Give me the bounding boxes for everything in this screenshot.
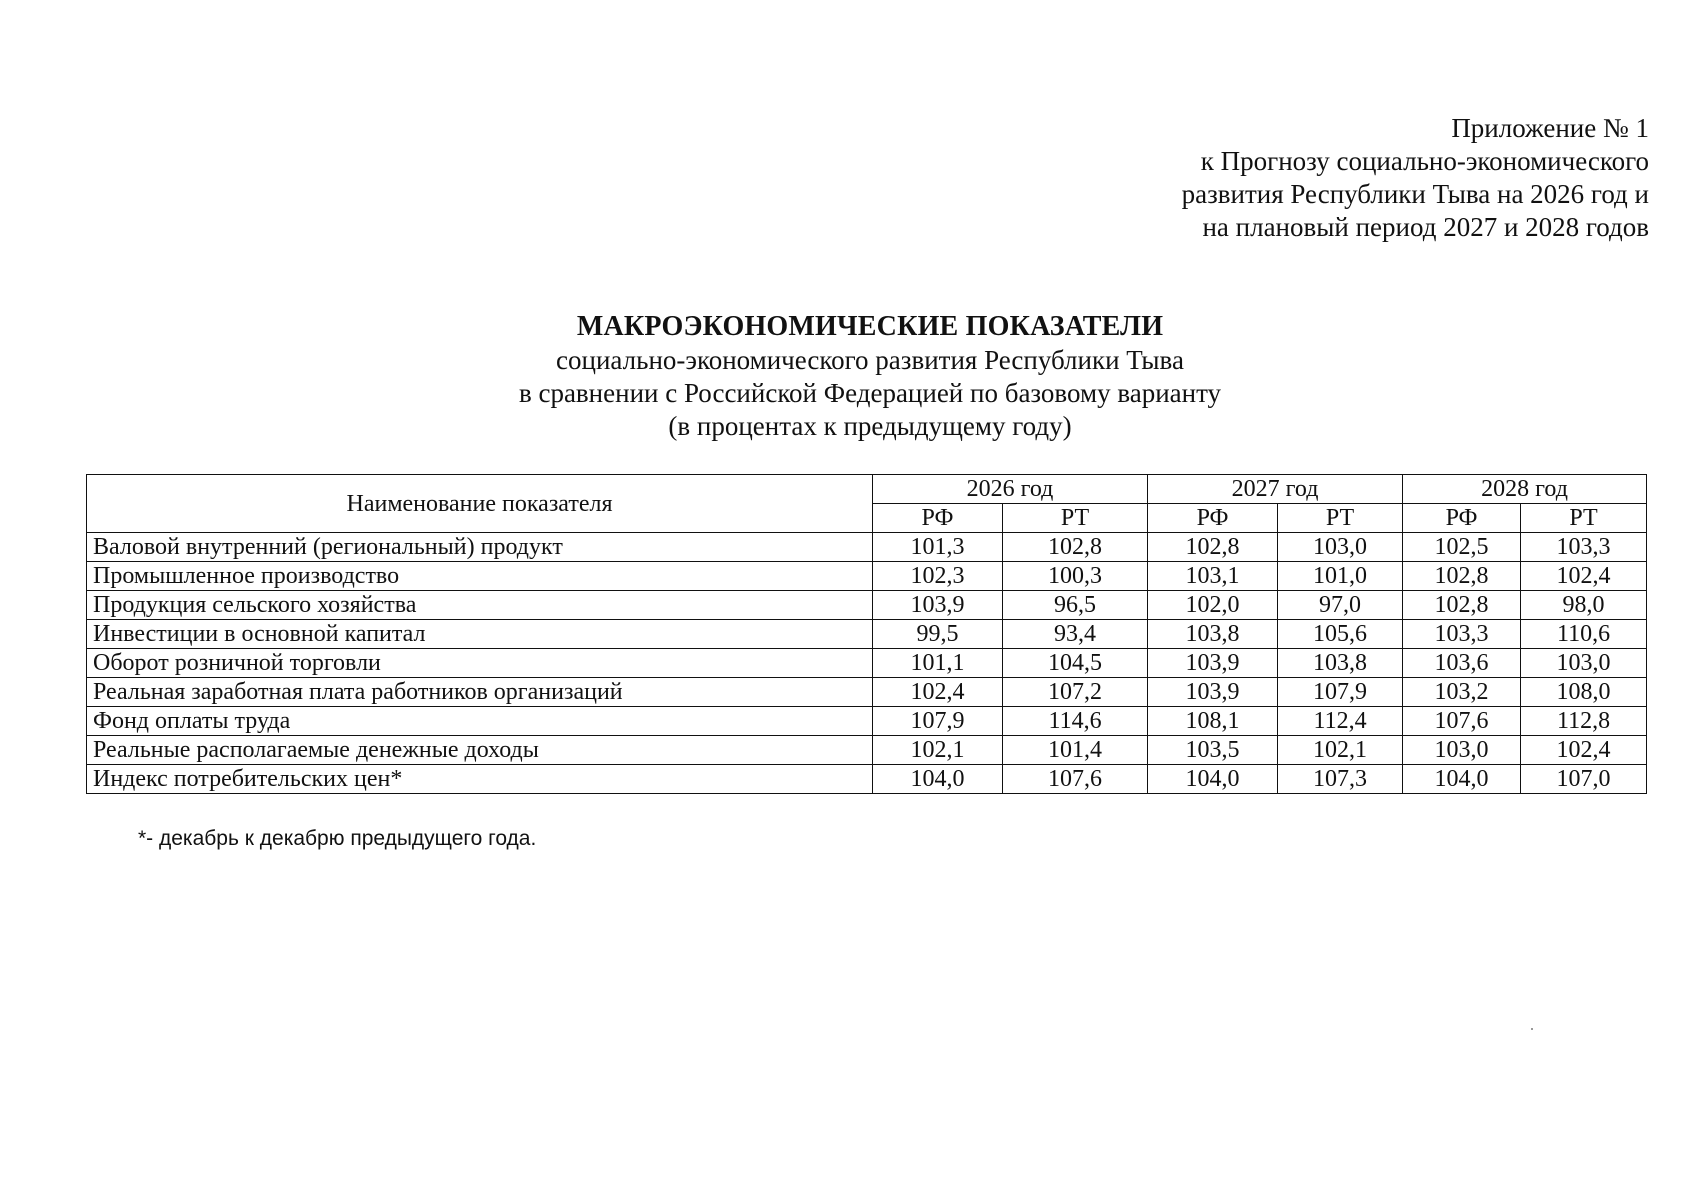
appendix-line: Приложение № 1 <box>1451 113 1649 143</box>
subject-header: РТ <box>1003 504 1148 533</box>
table-row <box>87 533 1647 562</box>
indicator-name: Оборот розничной торговли <box>87 649 873 678</box>
footnote: *- декабрь к декабрю предыдущего года. <box>138 827 537 850</box>
indicator-value: 101,4 <box>1003 736 1148 765</box>
indicator-value: 98,0 <box>1521 591 1647 620</box>
indicator-name: Реальные располагаемые денежные доходы <box>87 736 873 765</box>
indicator-value: 102,4 <box>1521 562 1647 591</box>
indicator-value: 114,6 <box>1003 707 1148 736</box>
year-header: 2027 год <box>1148 475 1403 504</box>
subject-header: РФ <box>1403 504 1521 533</box>
table-row <box>87 678 1647 707</box>
indicators-table <box>86 474 1647 794</box>
indicator-value: 103,0 <box>1403 736 1521 765</box>
subject-header: РФ <box>1148 504 1278 533</box>
indicator-value: 102,4 <box>1521 736 1647 765</box>
table-row <box>87 765 1647 794</box>
table-row <box>87 736 1647 765</box>
indicator-value: 107,9 <box>1278 678 1403 707</box>
indicator-value: 108,0 <box>1521 678 1647 707</box>
indicator-value: 110,6 <box>1521 620 1647 649</box>
indicator-value: 99,5 <box>873 620 1003 649</box>
indicator-value: 107,2 <box>1003 678 1148 707</box>
indicator-value: 103,9 <box>1148 649 1278 678</box>
table-row <box>87 707 1647 736</box>
title-main: МАКРОЭКОНОМИЧЕСКИЕ ПОКАЗАТЕЛИ <box>576 311 1164 342</box>
subject-header: РТ <box>1278 504 1403 533</box>
indicator-name: Реальная заработная плата работников организаций <box>87 678 873 707</box>
appendix-line: развития Республики Тыва на 2026 год и <box>1181 179 1649 209</box>
indicator-value: 103,3 <box>1403 620 1521 649</box>
indicator-value: 107,0 <box>1521 765 1647 794</box>
appendix-line: к Прогнозу социально-экономического <box>1200 146 1649 176</box>
indicator-value: 103,9 <box>1148 678 1278 707</box>
indicator-value: 100,3 <box>1003 562 1148 591</box>
indicator-value: 108,1 <box>1148 707 1278 736</box>
indicator-value: 103,3 <box>1521 533 1647 562</box>
indicator-value: 96,5 <box>1003 591 1148 620</box>
subject-header: РФ <box>873 504 1003 533</box>
indicator-value: 102,8 <box>1148 533 1278 562</box>
indicator-value: 101,1 <box>873 649 1003 678</box>
indicator-value: 102,8 <box>1403 562 1521 591</box>
indicator-value: 103,0 <box>1521 649 1647 678</box>
indicator-value: 102,3 <box>873 562 1003 591</box>
year-header: 2028 год <box>1403 475 1647 504</box>
indicator-value: 102,1 <box>873 736 1003 765</box>
indicator-value: 107,9 <box>873 707 1003 736</box>
indicator-value: 93,4 <box>1003 620 1148 649</box>
table-row <box>87 649 1647 678</box>
indicator-value: 103,8 <box>1278 649 1403 678</box>
appendix-line: на плановый период 2027 и 2028 годов <box>1202 212 1649 242</box>
indicator-value: 103,0 <box>1278 533 1403 562</box>
indicator-value: 103,1 <box>1148 562 1278 591</box>
title-subline: социально-экономического развития Республики Тыва <box>556 345 1184 375</box>
indicator-value: 104,0 <box>873 765 1003 794</box>
indicator-value: 112,8 <box>1521 707 1647 736</box>
indicator-value: 97,0 <box>1278 591 1403 620</box>
table-row <box>87 591 1647 620</box>
table-row <box>87 620 1647 649</box>
indicator-value: 102,5 <box>1403 533 1521 562</box>
indicator-value: 103,2 <box>1403 678 1521 707</box>
indicator-value: 102,0 <box>1148 591 1278 620</box>
indicator-value: 102,4 <box>873 678 1003 707</box>
indicator-value: 104,0 <box>1403 765 1521 794</box>
header-row-years <box>87 475 1647 504</box>
indicator-value: 101,0 <box>1278 562 1403 591</box>
indicator-name: Валовой внутренний (региональный) продукт <box>87 533 873 562</box>
indicator-value: 104,5 <box>1003 649 1148 678</box>
indicator-value: 107,6 <box>1003 765 1148 794</box>
indicator-value: 102,1 <box>1278 736 1403 765</box>
title-subline: в сравнении с Российской Федерацией по базовому варианту <box>518 378 1222 408</box>
table-row <box>87 562 1647 591</box>
indicator-name: Продукция сельского хозяйства <box>87 591 873 620</box>
year-header: 2026 год <box>873 475 1148 504</box>
indicator-value: 101,3 <box>873 533 1003 562</box>
subject-header: РТ <box>1521 504 1647 533</box>
indicator-value: 107,3 <box>1278 765 1403 794</box>
name-column-header: Наименование показателя <box>87 475 873 533</box>
document-title <box>440 310 1300 443</box>
indicator-value: 103,9 <box>873 591 1003 620</box>
table-body <box>87 533 1647 794</box>
indicator-value: 107,6 <box>1403 707 1521 736</box>
indicator-value: 104,0 <box>1148 765 1278 794</box>
indicator-name: Инвестиции в основной капитал <box>87 620 873 649</box>
indicator-name: Индекс потребительских цен* <box>87 765 873 794</box>
indicator-value: 102,8 <box>1403 591 1521 620</box>
title-subline: (в процентах к предыдущему году) <box>668 411 1072 441</box>
indicator-value: 112,4 <box>1278 707 1403 736</box>
indicator-value: 102,8 <box>1003 533 1148 562</box>
indicator-value: 103,5 <box>1148 736 1278 765</box>
indicator-value: 103,6 <box>1403 649 1521 678</box>
indicator-name: Промышленное производство <box>87 562 873 591</box>
appendix-note <box>1089 112 1649 244</box>
indicator-value: 105,6 <box>1278 620 1403 649</box>
indicator-value: 103,8 <box>1148 620 1278 649</box>
indicator-name: Фонд оплаты труда <box>87 707 873 736</box>
scan-speck <box>1531 1028 1533 1030</box>
